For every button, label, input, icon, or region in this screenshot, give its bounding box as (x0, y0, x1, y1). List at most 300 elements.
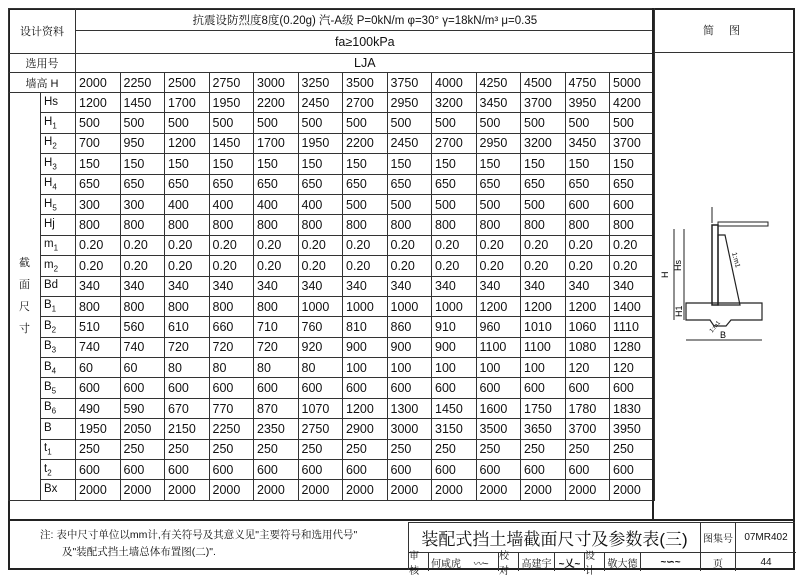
row-label (41, 93, 76, 113)
designer-signature: ~∽~ (641, 553, 701, 571)
value-cell: 500 (387, 113, 432, 133)
value-cell: 1200 (565, 296, 610, 316)
value-cell: 500 (76, 113, 121, 133)
value-cell: 0.20 (565, 235, 610, 255)
checker-name: 高建宇 (519, 553, 555, 571)
row-symbol: H (44, 156, 53, 169)
row-symbol: H (44, 197, 53, 210)
value-cell: 2450 (387, 133, 432, 153)
selection-value: LJA (76, 54, 655, 73)
row-label (41, 174, 76, 194)
row-label (41, 113, 76, 133)
table-row (9, 235, 655, 255)
value-cell: 650 (387, 174, 432, 194)
value-cell: 720 (254, 337, 299, 357)
value-cell: 150 (387, 154, 432, 174)
value-cell: 650 (343, 174, 388, 194)
value-cell: 600 (476, 460, 521, 480)
table-row (9, 276, 655, 296)
title-block (408, 522, 795, 577)
wall-height-label: 墙高 H (9, 73, 76, 93)
row-subscript: 5 (52, 202, 57, 212)
value-cell: 800 (254, 215, 299, 235)
value-cell: 340 (165, 276, 210, 296)
value-cell: 100 (387, 358, 432, 378)
wall-height-cell: 3000 (254, 73, 299, 93)
value-cell: 0.20 (343, 235, 388, 255)
value-cell: 660 (209, 317, 254, 337)
table-row (9, 133, 655, 153)
value-cell: 1060 (565, 317, 610, 337)
row-subscript: 5 (51, 386, 57, 396)
value-cell: 510 (76, 317, 121, 337)
retaining-wall-diagram (654, 193, 795, 393)
value-cell: 150 (298, 154, 343, 174)
value-cell: 500 (432, 113, 477, 133)
value-cell: 120 (565, 358, 610, 378)
diagram-slope-2: 1:m1 (708, 320, 723, 335)
value-cell: 500 (521, 113, 566, 133)
row-symbol: Bx (44, 482, 58, 495)
value-cell: 0.20 (610, 256, 655, 276)
table-row (9, 215, 655, 235)
value-cell: 3700 (610, 133, 655, 153)
value-cell: 1950 (209, 93, 254, 113)
value-cell: 2000 (387, 480, 432, 500)
value-cell: 0.20 (254, 235, 299, 255)
diagram-panel (652, 8, 795, 520)
value-cell: 340 (521, 276, 566, 296)
page-label: 页 (701, 553, 736, 571)
value-cell: 0.20 (165, 256, 210, 276)
value-cell: 960 (476, 317, 521, 337)
value-cell: 1700 (254, 133, 299, 153)
wall-height-cell: 3250 (298, 73, 343, 93)
wall-height-cell: 4750 (565, 73, 610, 93)
wall-height-cell: 2750 (209, 73, 254, 93)
row-subscript: 2 (47, 467, 52, 477)
value-cell: 800 (76, 296, 121, 316)
value-cell: 0.20 (254, 256, 299, 276)
value-cell: 920 (298, 337, 343, 357)
value-cell: 2000 (432, 480, 477, 500)
value-cell: 600 (432, 378, 477, 398)
value-cell: 2450 (298, 93, 343, 113)
value-cell: 2950 (476, 133, 521, 153)
value-cell: 0.20 (521, 256, 566, 276)
table-row (9, 439, 655, 459)
value-cell: 800 (432, 215, 477, 235)
value-cell: 500 (165, 113, 210, 133)
wall-height-cell: 5000 (610, 73, 655, 93)
value-cell: 1110 (610, 317, 655, 337)
value-cell: 340 (209, 276, 254, 296)
row-symbol: H (44, 115, 53, 128)
table-row (9, 113, 655, 133)
value-cell: 1830 (610, 398, 655, 418)
value-cell: 600 (120, 378, 165, 398)
row-symbol: B (44, 360, 52, 373)
value-cell: 2000 (76, 480, 121, 500)
diagram-B: B (720, 330, 727, 340)
value-cell: 1750 (521, 398, 566, 418)
value-cell: 2000 (521, 480, 566, 500)
value-cell: 800 (298, 215, 343, 235)
value-cell: 340 (610, 276, 655, 296)
value-cell: 1600 (476, 398, 521, 418)
value-cell: 2000 (254, 480, 299, 500)
value-cell: 60 (120, 358, 165, 378)
row-label (41, 296, 76, 316)
value-cell: 800 (120, 296, 165, 316)
value-cell: 0.20 (76, 235, 121, 255)
value-cell: 100 (343, 358, 388, 378)
value-cell: 810 (343, 317, 388, 337)
value-cell: 250 (476, 439, 521, 459)
value-cell: 0.20 (298, 235, 343, 255)
value-cell: 2000 (343, 480, 388, 500)
value-cell: 250 (209, 439, 254, 459)
value-cell: 500 (209, 113, 254, 133)
section-label: 截面尺寸 (9, 93, 41, 501)
row-subscript: 3 (52, 162, 57, 172)
value-cell: 600 (565, 194, 610, 214)
row-symbol: B (44, 319, 52, 332)
value-cell: 870 (254, 398, 299, 418)
value-cell: 610 (165, 317, 210, 337)
row-label (41, 337, 76, 357)
row-label (41, 378, 76, 398)
value-cell: 2900 (343, 419, 388, 439)
row-label (41, 317, 76, 337)
wall-height-cell: 2500 (165, 73, 210, 93)
value-cell: 1200 (76, 93, 121, 113)
value-cell: 4200 (610, 93, 655, 113)
selection-label: 选用号 (9, 54, 76, 73)
value-cell: 720 (209, 337, 254, 357)
value-cell: 1400 (610, 296, 655, 316)
diagram-Hs: Hs (673, 260, 683, 271)
value-cell: 910 (432, 317, 477, 337)
wall-height-cell: 3750 (387, 73, 432, 93)
value-cell: 900 (432, 337, 477, 357)
value-cell: 400 (165, 194, 210, 214)
value-cell: 1200 (343, 398, 388, 418)
table-row (9, 480, 655, 500)
value-cell: 250 (254, 439, 299, 459)
footer-divider (8, 519, 795, 521)
row-label (41, 154, 76, 174)
value-cell: 500 (432, 194, 477, 214)
value-cell: 100 (432, 358, 477, 378)
value-cell: 2000 (209, 480, 254, 500)
wall-height-cell: 4500 (521, 73, 566, 93)
value-cell: 500 (343, 113, 388, 133)
value-cell: 2200 (254, 93, 299, 113)
check-label: 校对 (499, 553, 519, 571)
value-cell: 250 (387, 439, 432, 459)
wall-height-cell: 2000 (76, 73, 121, 93)
value-cell: 650 (610, 174, 655, 194)
value-cell: 800 (209, 296, 254, 316)
value-cell: 1200 (165, 133, 210, 153)
value-cell: 340 (565, 276, 610, 296)
value-cell: 250 (432, 439, 477, 459)
diagram-H1: H1 (674, 305, 684, 317)
value-cell: 1070 (298, 398, 343, 418)
table-row (9, 174, 655, 194)
designer-name: 敬大德 (605, 553, 641, 571)
value-cell: 500 (387, 194, 432, 214)
value-cell: 650 (298, 174, 343, 194)
value-cell: 650 (476, 174, 521, 194)
value-cell: 400 (298, 194, 343, 214)
parameter-table (8, 8, 655, 501)
value-cell: 0.20 (432, 256, 477, 276)
value-cell: 80 (254, 358, 299, 378)
value-cell: 600 (610, 194, 655, 214)
value-cell: 340 (76, 276, 121, 296)
value-cell: 1200 (476, 296, 521, 316)
value-cell: 2150 (165, 419, 210, 439)
value-cell: 650 (432, 174, 477, 194)
value-cell: 150 (610, 154, 655, 174)
row-subscript: 6 (51, 406, 57, 416)
value-cell: 150 (476, 154, 521, 174)
value-cell: 300 (76, 194, 121, 214)
value-cell: 800 (476, 215, 521, 235)
diagram-title: 简 图 (654, 8, 795, 53)
value-cell: 2700 (343, 93, 388, 113)
value-cell: 0.20 (521, 235, 566, 255)
value-cell: 100 (521, 358, 566, 378)
value-cell: 600 (76, 378, 121, 398)
value-cell: 2000 (565, 480, 610, 500)
value-cell: 0.20 (610, 235, 655, 255)
value-cell: 500 (565, 113, 610, 133)
value-cell: 1000 (432, 296, 477, 316)
value-cell: 3500 (476, 419, 521, 439)
table-row (9, 398, 655, 418)
value-cell: 800 (76, 215, 121, 235)
value-cell: 0.20 (120, 256, 165, 276)
value-cell: 0.20 (165, 235, 210, 255)
value-cell: 600 (165, 378, 210, 398)
value-cell: 340 (120, 276, 165, 296)
checker-signature: ~乂~ (555, 553, 585, 571)
atlas-label: 图集号 (701, 523, 736, 553)
value-cell: 100 (476, 358, 521, 378)
value-cell: 600 (209, 460, 254, 480)
row-symbol: t (44, 462, 48, 475)
row-symbol: Bd (44, 279, 59, 292)
value-cell: 1950 (298, 133, 343, 153)
row-label (41, 276, 76, 296)
value-cell: 80 (209, 358, 254, 378)
value-cell: 1450 (120, 93, 165, 113)
row-symbol: B (44, 381, 52, 394)
value-cell: 600 (76, 460, 121, 480)
value-cell: 3650 (521, 419, 566, 439)
row-label (41, 398, 76, 418)
value-cell: 1000 (387, 296, 432, 316)
value-cell: 1010 (521, 317, 566, 337)
value-cell: 250 (565, 439, 610, 459)
value-cell: 1950 (76, 419, 121, 439)
value-cell: 500 (476, 194, 521, 214)
value-cell: 860 (387, 317, 432, 337)
row-label (41, 194, 76, 214)
value-cell: 500 (343, 194, 388, 214)
value-cell: 600 (610, 378, 655, 398)
value-cell: 500 (298, 113, 343, 133)
value-cell: 150 (209, 154, 254, 174)
value-cell: 0.20 (476, 235, 521, 255)
table-row (9, 460, 655, 480)
value-cell: 0.20 (432, 235, 477, 255)
value-cell: 2250 (209, 419, 254, 439)
value-cell: 3200 (432, 93, 477, 113)
value-cell: 1100 (476, 337, 521, 357)
value-cell: 500 (120, 113, 165, 133)
table-row (9, 93, 655, 113)
wall-height-cell: 2250 (120, 73, 165, 93)
value-cell: 600 (521, 460, 566, 480)
value-cell: 600 (432, 460, 477, 480)
value-cell: 900 (387, 337, 432, 357)
row-label (41, 460, 76, 480)
value-cell: 760 (298, 317, 343, 337)
value-cell: 720 (165, 337, 210, 357)
row-subscript: 1 (51, 304, 57, 314)
value-cell: 670 (165, 398, 210, 418)
row-subscript: 4 (51, 365, 57, 375)
value-cell: 150 (76, 154, 121, 174)
value-cell: 700 (76, 133, 121, 153)
value-cell: 2000 (298, 480, 343, 500)
note-line-2: 及"装配式挡土墙总体布置图(二)". (62, 546, 216, 558)
value-cell: 800 (209, 215, 254, 235)
value-cell: 0.20 (343, 256, 388, 276)
design-params: 抗震设防烈度8度(0.20g) 汽-A级 P=0kN/m φ=30° γ=18kN/m³ μ=0.35 (76, 9, 655, 31)
reviewer-name: 何咸虎 (431, 558, 461, 570)
value-cell: 300 (120, 194, 165, 214)
value-cell: 1000 (298, 296, 343, 316)
value-cell: 150 (565, 154, 610, 174)
value-cell: 1700 (165, 93, 210, 113)
row-symbol: t (44, 442, 48, 455)
value-cell: 600 (565, 378, 610, 398)
table-row (9, 419, 655, 439)
row-subscript: 2 (51, 325, 57, 335)
value-cell: 3700 (521, 93, 566, 113)
row-label (41, 439, 76, 459)
value-cell: 650 (209, 174, 254, 194)
value-cell: 150 (120, 154, 165, 174)
value-cell: 600 (476, 378, 521, 398)
row-label (41, 133, 76, 153)
value-cell: 600 (343, 460, 388, 480)
value-cell: 740 (76, 337, 121, 357)
row-symbol: m (44, 258, 54, 271)
value-cell: 2000 (120, 480, 165, 500)
value-cell: 340 (387, 276, 432, 296)
value-cell: 770 (209, 398, 254, 418)
value-cell: 1780 (565, 398, 610, 418)
atlas-number: 07MR402 (736, 523, 796, 553)
value-cell: 800 (165, 215, 210, 235)
value-cell: 650 (120, 174, 165, 194)
row-symbol: B (44, 299, 52, 312)
value-cell: 0.20 (120, 235, 165, 255)
table-row (9, 154, 655, 174)
value-cell: 1280 (610, 337, 655, 357)
value-cell: 1100 (521, 337, 566, 357)
row-subscript: 1 (53, 243, 59, 253)
table-row (9, 296, 655, 316)
value-cell: 600 (565, 460, 610, 480)
value-cell: 2000 (610, 480, 655, 500)
value-cell: 0.20 (387, 235, 432, 255)
value-cell: 150 (254, 154, 299, 174)
row-label (41, 256, 76, 276)
value-cell: 600 (610, 460, 655, 480)
value-cell: 250 (610, 439, 655, 459)
row-symbol: B (44, 340, 52, 353)
reviewer-signature: 〰~ (463, 553, 499, 571)
value-cell: 600 (254, 378, 299, 398)
value-cell: 710 (254, 317, 299, 337)
value-cell: 150 (343, 154, 388, 174)
value-cell: 600 (298, 460, 343, 480)
value-cell: 500 (254, 113, 299, 133)
value-cell: 800 (610, 215, 655, 235)
row-symbol: m (44, 238, 54, 251)
design-label: 设计 (585, 553, 605, 571)
value-cell: 650 (254, 174, 299, 194)
value-cell: 60 (76, 358, 121, 378)
value-cell: 800 (120, 215, 165, 235)
value-cell: 950 (120, 133, 165, 153)
value-cell: 1000 (343, 296, 388, 316)
review-label: 审核 (409, 553, 429, 571)
table-row (9, 317, 655, 337)
wall-height-cell: 4000 (432, 73, 477, 93)
row-symbol: Hj (44, 217, 55, 230)
value-cell: 600 (387, 460, 432, 480)
value-cell: 560 (120, 317, 165, 337)
note-line-1: 注: 表中尺寸单位以mm计,有关符号及其意义见"主要符号和选用代号" (40, 529, 358, 541)
row-label (41, 480, 76, 500)
value-cell: 0.20 (209, 256, 254, 276)
drawing-title: 装配式挡土墙截面尺寸及参数表(三) (409, 523, 701, 553)
value-cell: 600 (521, 378, 566, 398)
design-data-label: 设计资料 (9, 9, 76, 54)
value-cell: 1450 (432, 398, 477, 418)
note (40, 527, 357, 561)
row-symbol: B (44, 401, 52, 414)
value-cell: 250 (165, 439, 210, 459)
value-cell: 340 (476, 276, 521, 296)
value-cell: 600 (209, 378, 254, 398)
value-cell: 0.20 (76, 256, 121, 276)
value-cell: 2000 (165, 480, 210, 500)
value-cell: 2200 (343, 133, 388, 153)
diagram-slope-1: 1:m1 (730, 251, 741, 269)
value-cell: 650 (76, 174, 121, 194)
value-cell: 250 (76, 439, 121, 459)
value-cell: 600 (343, 378, 388, 398)
